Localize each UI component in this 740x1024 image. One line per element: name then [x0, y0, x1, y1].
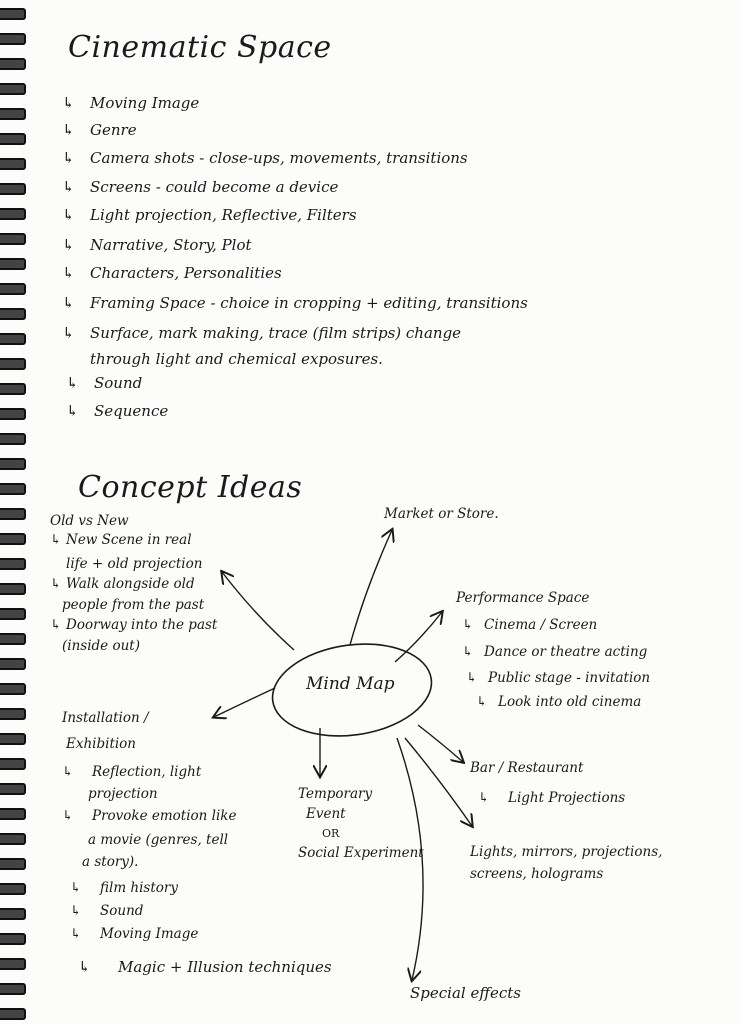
- installation-line: ↳ Moving Image: [70, 926, 199, 942]
- cinematic-item: ↳ Sound: [66, 374, 143, 392]
- installation-line: a story).: [82, 854, 139, 870]
- concept-ideas-title: Concept Ideas: [78, 470, 303, 505]
- cinematic-item: ↳ Screens - could become a device: [62, 178, 339, 196]
- mind-map-center-label: Mind Map: [306, 674, 395, 694]
- cinematic-item: ↳ Light projection, Reflective, Filters: [62, 206, 357, 224]
- cinematic-item: ↳ Characters, Personalities: [62, 264, 282, 282]
- cinematic-item: ↳ Sequence: [66, 402, 169, 420]
- installation-heading: Installation /: [62, 710, 149, 726]
- temporary-event-label: Temporary: [298, 786, 373, 802]
- branch-installation: [214, 688, 275, 717]
- performance-line: ↳ Look into old cinema: [476, 694, 642, 710]
- installation-heading: Exhibition: [66, 736, 137, 752]
- old-vs-new-line: people from the past: [62, 597, 205, 613]
- temporary-event-label: OR: [322, 827, 340, 840]
- temporary-event-label: Social Experiment: [298, 845, 424, 861]
- installation-line: ↳ Magic + Illusion techniques: [78, 958, 332, 976]
- special-effects-label: Special effects: [410, 984, 521, 1002]
- performance-line: ↳ Cinema / Screen: [462, 617, 598, 633]
- old-vs-new-heading: Old vs New: [50, 513, 129, 529]
- cinematic-item: ↳ Narrative, Story, Plot: [62, 236, 252, 254]
- old-vs-new-line: ↳ New Scene in real: [50, 532, 192, 548]
- lights-label: screens, holograms: [470, 866, 604, 882]
- installation-line: projection: [88, 786, 158, 802]
- installation-line: a movie (genres, tell: [88, 832, 229, 848]
- installation-line: ↳ Sound: [70, 903, 144, 919]
- installation-line: ↳ Provoke emotion like: [62, 808, 237, 824]
- cinematic-item: ↳ Surface, mark making, trace (film strips) change: [62, 324, 462, 342]
- branch-bar: [418, 725, 463, 762]
- cinematic-item: ↳ Moving Image: [62, 94, 200, 112]
- cinematic-item-continuation: through light and chemical exposures.: [90, 350, 383, 368]
- branch-performance: [395, 612, 442, 662]
- temporary-event-label: Event: [306, 806, 346, 822]
- performance-line: ↳ Dance or theatre acting: [462, 644, 648, 660]
- branch-market: [350, 530, 392, 645]
- market-label: Market or Store.: [384, 506, 499, 522]
- cinematic-space-title: Cinematic Space: [68, 30, 332, 65]
- performance-heading: Performance Space: [456, 590, 590, 606]
- cinematic-item: ↳ Camera shots - close-ups, movements, transitions: [62, 149, 468, 167]
- lights-label: Lights, mirrors, projections,: [470, 844, 663, 860]
- installation-line: ↳ film history: [70, 880, 178, 896]
- branch-lights: [405, 738, 472, 826]
- old-vs-new-line: ↳ Walk alongside old: [50, 576, 195, 592]
- old-vs-new-line: ↳ Doorway into the past: [50, 617, 218, 633]
- cinematic-item: ↳ Framing Space - choice in cropping + editing, transitions: [62, 294, 528, 312]
- old-vs-new-line: life + old projection: [66, 556, 203, 572]
- performance-line: ↳ Public stage - invitation: [466, 670, 651, 686]
- old-vs-new-line: (inside out): [62, 638, 140, 654]
- installation-line: ↳ Reflection, light: [62, 764, 202, 780]
- bar-restaurant-heading: Bar / Restaurant: [470, 760, 584, 776]
- bar-restaurant-line: ↳ Light Projections: [478, 790, 626, 806]
- cinematic-item: ↳ Genre: [62, 121, 137, 139]
- branch-old-vs-new: [222, 572, 294, 650]
